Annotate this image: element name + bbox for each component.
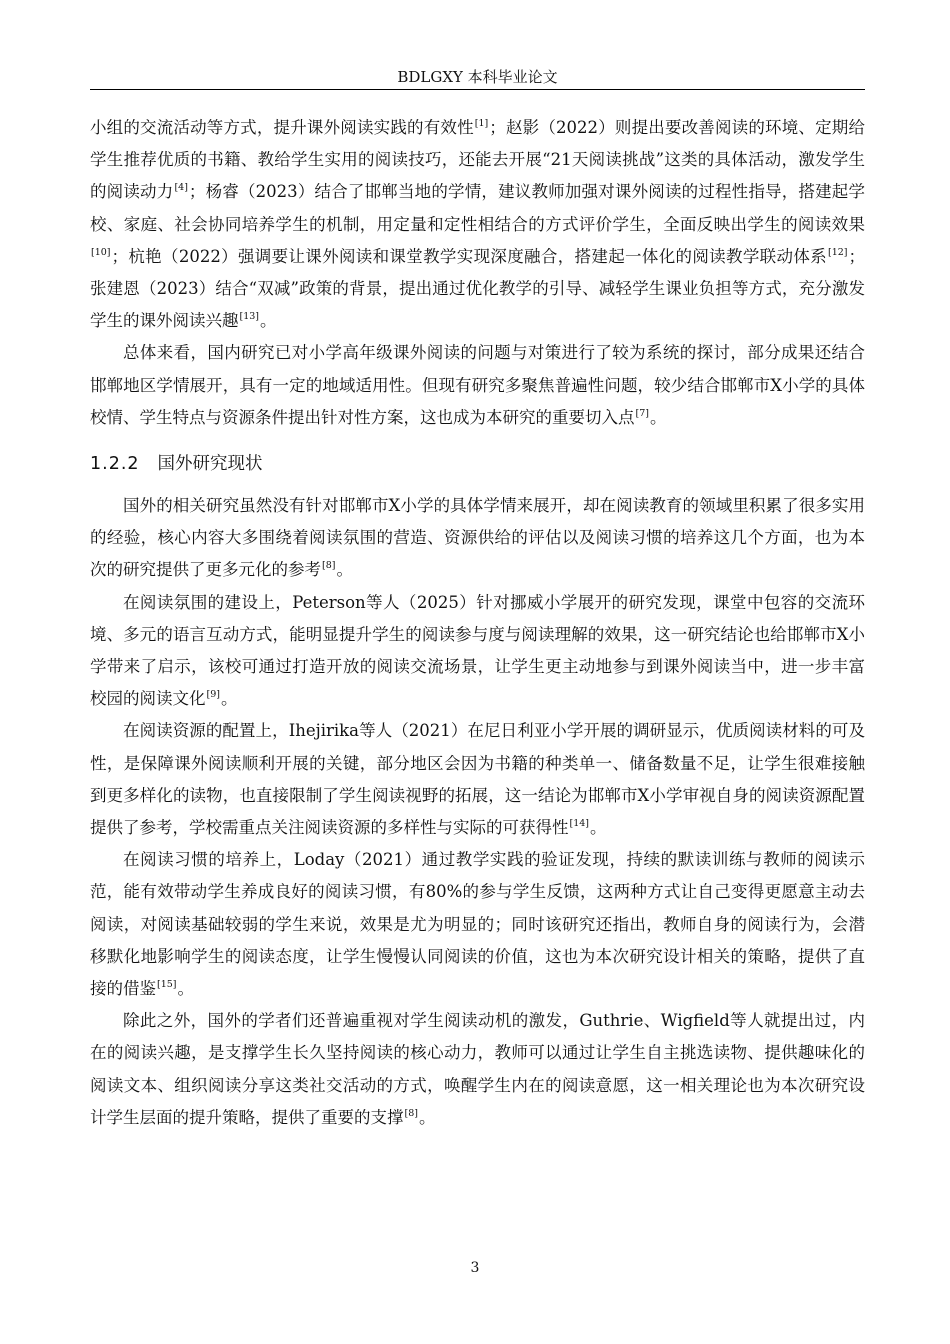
text-run: 在阅读习惯的培养上，Loday（2021）通过教学实践的验证发现，持续的默读训练与教师的阅读示范，能有效带动学生养成良好的阅读习惯，有80%的参与学生反馈，这两种方式让自己变得更愿意主动去阅读，对阅读基础较弱的学生来说，效果是尤为明显的；同时该研究还指出，教师自身的阅读行为，会潜移默化地影响学生的阅读态度，让学生慢慢认同阅读的价值，这也为本次研究设计相关的策略，提供了直接的借鉴: [90, 850, 865, 999]
body-paragraph: [90, 1005, 865, 1134]
citation-ref: [4]: [174, 182, 188, 194]
body-paragraph: [90, 587, 865, 716]
citation-ref: [9]: [206, 689, 220, 701]
text-run: 。: [336, 560, 353, 580]
text-run: 。: [260, 311, 277, 331]
subsection-number: 1.2.2: [90, 454, 140, 475]
citation-ref: [1]: [474, 118, 489, 129]
citation-ref: [15]: [157, 979, 177, 991]
text-run: 除此之外，国外的学者们还普遍重视对学生阅读动机的激发，Guthrie、Wigfield等人就提出过，内在的阅读兴趣，是支撑学生长久坚持阅读的核心动力，教师可以通过让学生自主挑选读物、提供趣味化的阅读文本、组织阅读分享这类社交活动的方式，唤醒学生内在的阅读意愿，这一相关理论也为本次研究设计学生层面的提升策略，提供了重要的支撑: [90, 1011, 865, 1127]
subsection-title: 国外研究现状: [157, 454, 263, 475]
header-rule: [90, 89, 865, 90]
text-run: 在阅读资源的配置上，Ihejirika等人（2021）在尼日利亚小学开展的调研显示，优质阅读材料的可及性，是保障课外阅读顺利开展的关键，部分地区会因为书籍的种类单一、储备数量不足，让学生很难接触到更多样化的读物，也直接限制了学生阅读视野的拓展，这一结论为邯郸市X小学审视自身的阅读资源配置提供了参考，学校需重点关注阅读资源的多样性与实际的可获得性: [90, 721, 865, 838]
body-paragraph: [90, 490, 865, 587]
text-run: 。: [220, 689, 238, 709]
text-run: 。: [590, 818, 607, 838]
text-run: 。: [177, 979, 195, 999]
citation-ref: [12]: [827, 246, 848, 258]
body-paragraph: [90, 112, 865, 337]
body-paragraph: [90, 337, 865, 434]
text-run: ；张建恩（2023）结合“双减”政策的背景，提出通过优化教学的引导、减轻学生课业负担等方式，充分激发学生的课外阅读兴趣: [90, 246, 865, 331]
citation-ref: [7]: [635, 407, 649, 419]
citation-ref: [14]: [569, 818, 590, 830]
text-run: ；赵影（2022）则提出要改善阅读的环境、定期给学生推荐优质的书籍、教给学生实用的阅读技巧，还能去开展“21天阅读挑战”这类的具体活动，激发学生的阅读动力: [90, 118, 865, 202]
page-body: [90, 112, 865, 1134]
text-run: 小组的交流活动等方式，提升课外阅读实践的有效性: [90, 118, 474, 137]
body-paragraph: [90, 715, 865, 844]
text-run: 在阅读氛围的建设上，Peterson等人（2025）针对挪威小学展开的研究发现，课堂中包容的交流环境、多元的语言互动方式，能明显提升学生的阅读参与度与阅读理解的效果，这一研究结论也给邯郸市X小学带来了启示，该校可通过打造开放的阅读交流场景，让学生更主动地参与到课外阅读当中，进一步丰富校园的阅读文化: [90, 592, 865, 709]
page-number: 3: [470, 1260, 480, 1276]
body-paragraph: [90, 844, 865, 1005]
text-run: 。: [418, 1107, 436, 1127]
subsection-heading: [90, 448, 865, 480]
text-run: 国外的相关研究虽然没有针对邯郸市X小学的具体学情来展开，却在阅读教育的领域里积累了很多实用的经验，核心内容大多围绕着阅读氛围的营造、资源供给的评估以及阅读习惯的培养这几个方面，也为本次的研究提供了更多元化的参考: [90, 496, 865, 580]
citation-ref: [10]: [91, 246, 111, 258]
text-run: 总体来看，国内研究已对小学高年级课外阅读的问题与对策进行了较为系统的探讨，部分成果还结合邯郸地区学情展开，具有一定的地域适用性。但现有研究多聚焦普遍性问题，较少结合邯郸市X小学的具体校情、学生特点与资源条件提出针对性方案，这也成为本研究的重要切入点: [90, 343, 865, 427]
running-header: BDLGXY 本科毕业论文: [397, 68, 558, 86]
text-run: ；杨睿（2023）结合了邯郸当地的学情，建议教师加强对课外阅读的过程性指导，搭建起学校、家庭、社会协同培养学生的机制，用定量和定性相结合的方式评价学生，全面反映出学生的阅读效果: [90, 182, 865, 234]
text-run: ；杭艳（2022）强调要让课外阅读和课堂教学实现深度融合，搭建起一体化的阅读教学联动体系: [111, 246, 827, 266]
citation-ref: [8]: [404, 1107, 418, 1119]
text-run: 。: [649, 407, 667, 427]
citation-ref: [13]: [239, 311, 260, 323]
citation-ref: [8]: [322, 560, 336, 572]
